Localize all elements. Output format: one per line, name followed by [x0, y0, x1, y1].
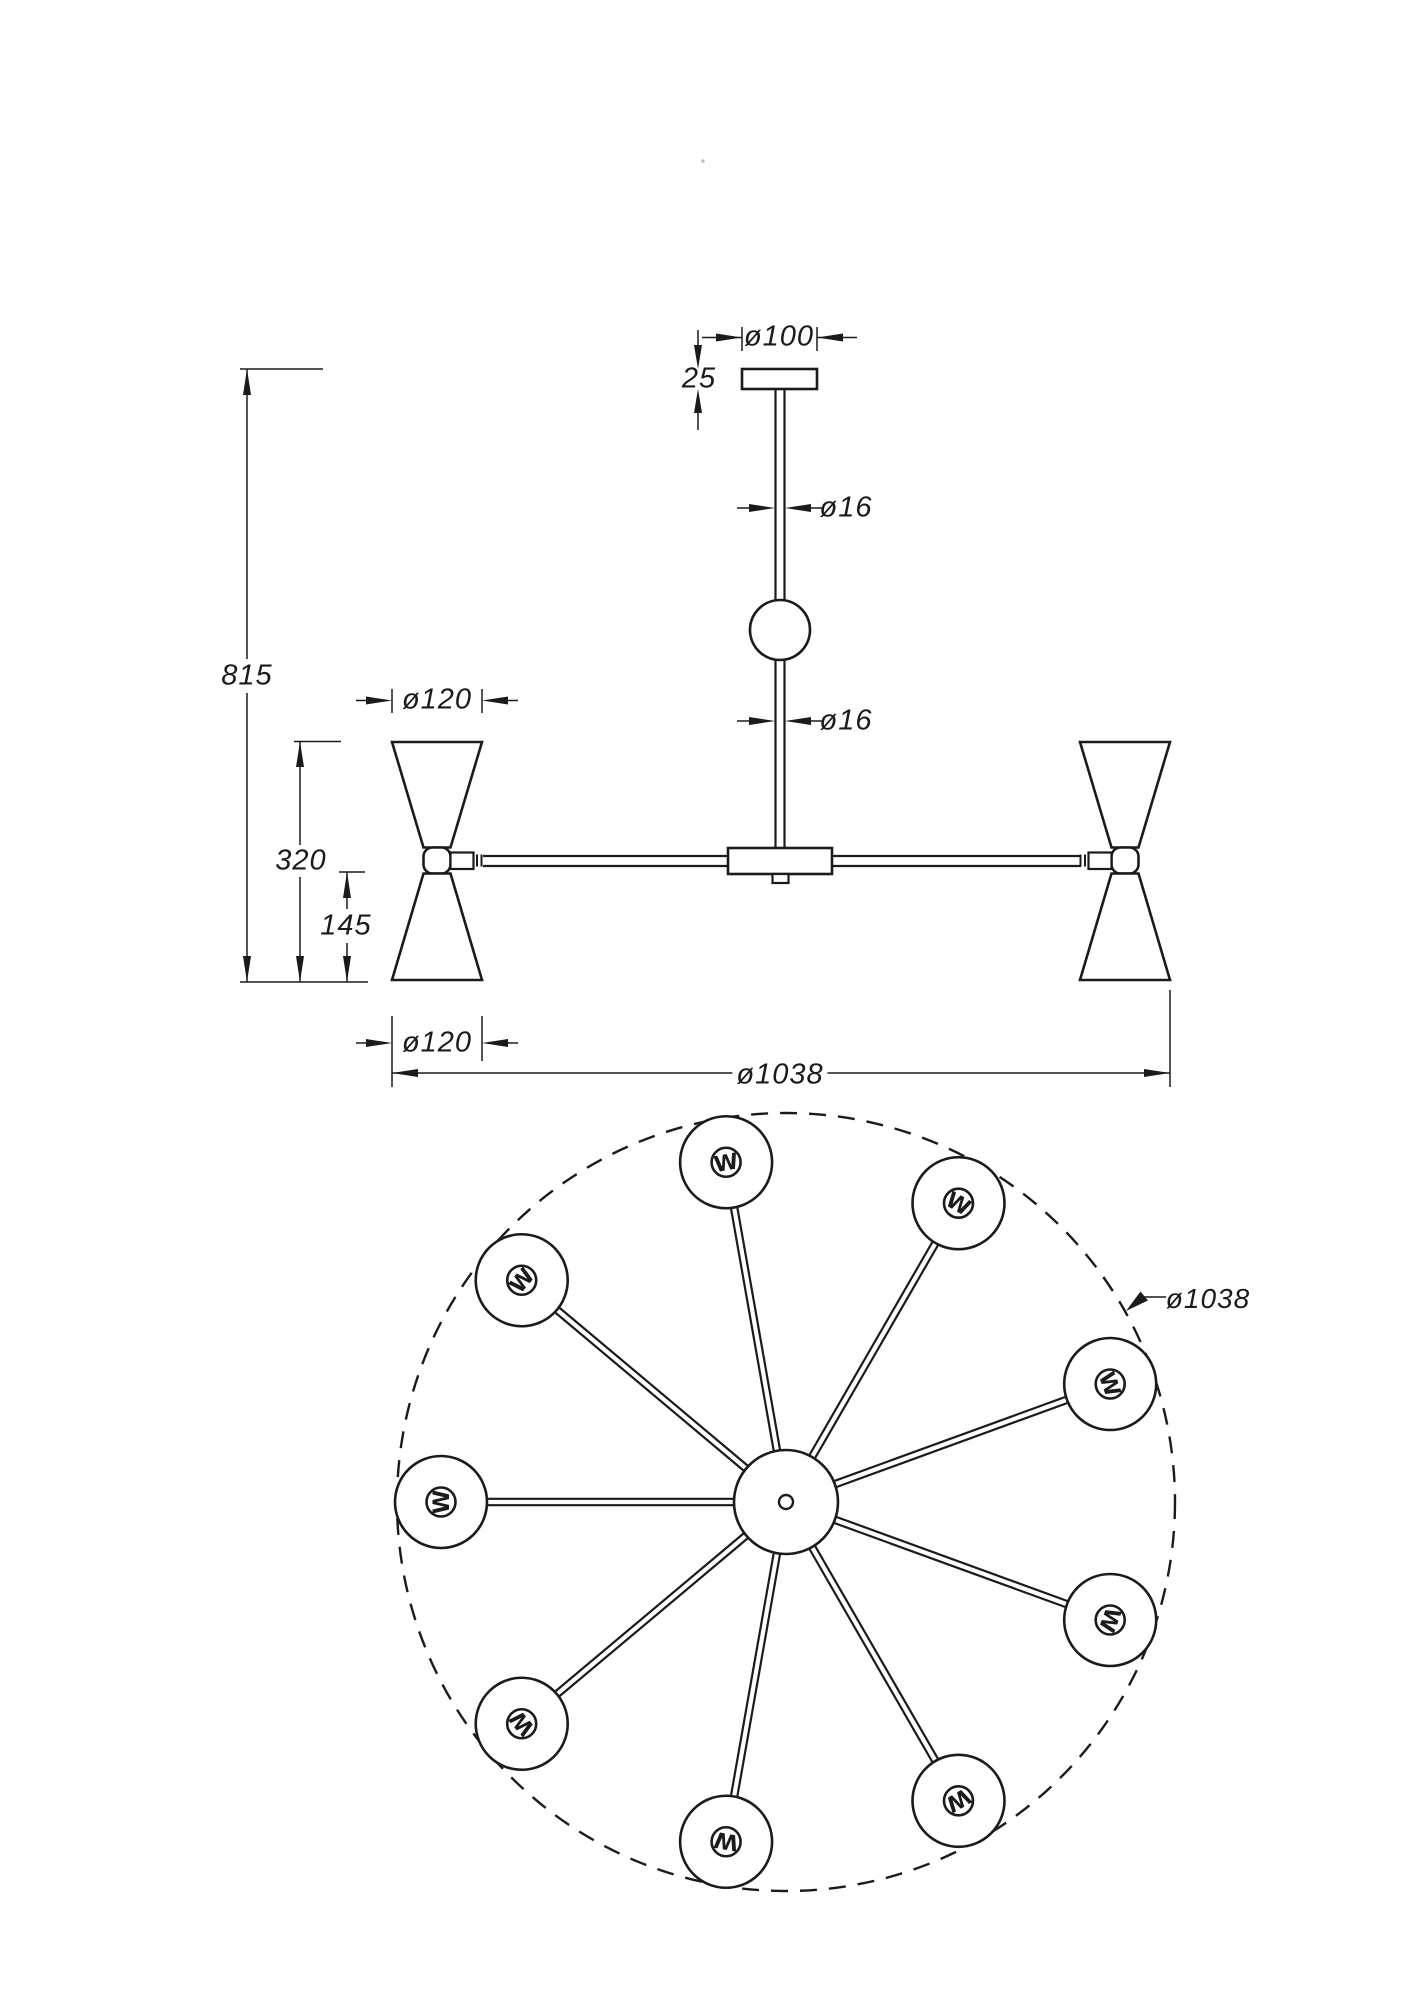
dim-lower-rod-diameter [737, 717, 822, 725]
lamp-arm [555, 1312, 744, 1471]
bulb-symbol: W [430, 1489, 455, 1515]
label-upper-rod-diameter: ø16 [819, 491, 873, 524]
label-shade-bottom-diameter: ø120 [401, 1026, 473, 1059]
label-shade-lower-height: 145 [316, 912, 375, 941]
label-canopy-thickness: 25 [681, 362, 717, 395]
ceiling-canopy [742, 369, 817, 389]
label-canopy-diameter: ø100 [743, 320, 815, 353]
lamp-head [395, 1456, 734, 1548]
stray-mark [701, 159, 704, 162]
lamp-arm [815, 1545, 939, 1759]
label-shade-height: 320 [271, 847, 330, 876]
label-shade-top-diameter: ø120 [401, 683, 473, 716]
bulb-symbol: W [940, 1782, 975, 1817]
lamp-head [680, 1116, 780, 1451]
plan-view [395, 1113, 1175, 1891]
label-overall-height: 815 [217, 662, 276, 691]
plan-diameter-leader [1126, 1292, 1166, 1312]
lamp-head [809, 1545, 1004, 1846]
lamp-arm [559, 1538, 748, 1697]
plan-center-hole [779, 1495, 793, 1509]
lamp-arm [834, 1523, 1066, 1607]
right-arm-socket [1089, 853, 1112, 870]
lamp-arm [836, 1517, 1068, 1601]
lamp-head [809, 1157, 1004, 1458]
decorative-sphere [750, 600, 810, 660]
dim-upper-rod-diameter [737, 504, 822, 512]
lamp-head [834, 1517, 1156, 1666]
lamp-head [476, 1234, 749, 1471]
lamp-arm [809, 1241, 933, 1455]
elevation-view [240, 159, 1170, 1087]
bulb-symbol: W [940, 1187, 975, 1222]
left-arm-socket [451, 853, 474, 870]
lamp-head [834, 1338, 1156, 1487]
lamp-arm [815, 1245, 939, 1459]
bulb-symbol: W [505, 1263, 541, 1299]
lamp-arm [737, 1554, 780, 1797]
center-hub-tab [773, 874, 789, 883]
lamp-arm [737, 1207, 780, 1450]
bulb-symbol: W [712, 1825, 741, 1855]
label-lower-rod-diameter: ø16 [819, 704, 873, 737]
lamp-head [476, 1533, 749, 1770]
lamp-arm [836, 1403, 1068, 1487]
bulb-symbol: W [1092, 1603, 1125, 1636]
bulb-symbol: W [505, 1705, 541, 1741]
bulb-symbol: W [1092, 1368, 1125, 1401]
label-overall-diameter: ø1038 [732, 1061, 827, 1090]
right-shade [1080, 742, 1170, 980]
lamp-arm [834, 1397, 1066, 1481]
left-shade [392, 742, 482, 980]
lamp-arm [731, 1553, 774, 1796]
lamp-arm [731, 1208, 774, 1451]
center-hub [728, 848, 832, 874]
lamp-head [680, 1553, 780, 1888]
lamp-arm [555, 1533, 744, 1692]
lamp-arm [559, 1307, 748, 1466]
lamp-arm [809, 1549, 933, 1763]
bulb-symbol: W [712, 1149, 741, 1179]
label-plan-diameter: ø1038 [1165, 1283, 1251, 1314]
